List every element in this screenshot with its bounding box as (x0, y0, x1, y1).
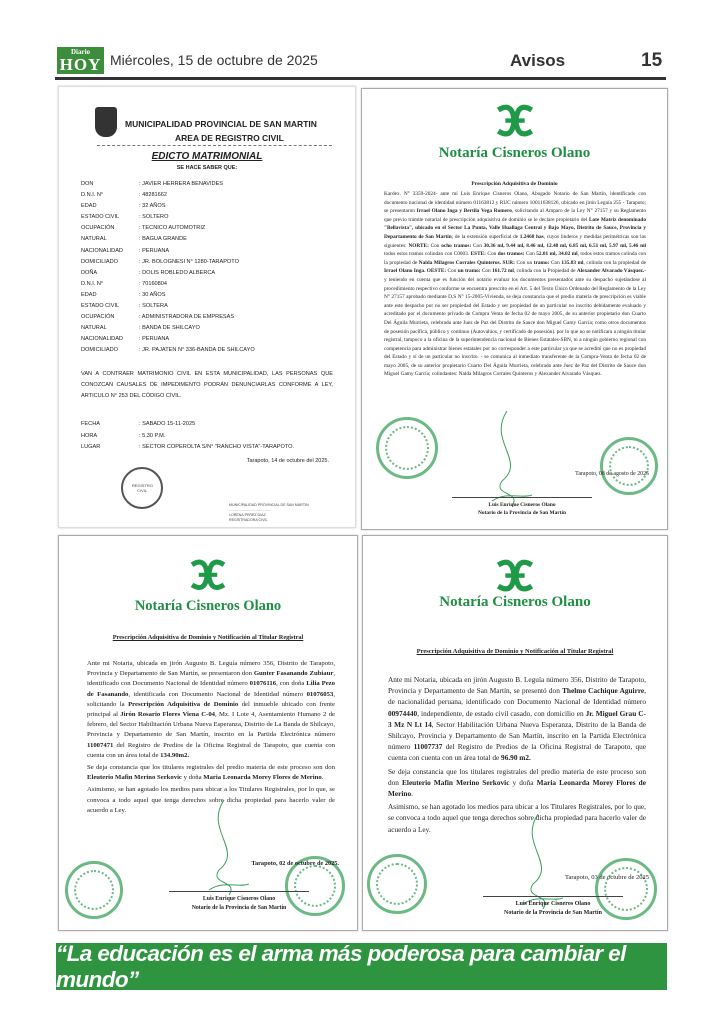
field-label: NACIONALIDAD (81, 247, 123, 254)
text-segment: Ante mi Notaria, ubicada en jirón Augusto B. Leguía número 356, Distrito de Tarapoto, Provincia y Departamento de San Martín, se presentó don (388, 675, 646, 696)
signer-block (169, 891, 309, 913)
bold-text: 11007471 (87, 741, 114, 749)
text-segment: Se deja constancia que los titulares registrales del predio materia de este proceso son don (388, 766, 646, 787)
handwritten-signature-icon (482, 411, 532, 511)
text-segment: Asimismo, se han agotado los medios para ubicar a los Titulares Registrales, por lo que, se convoca a todo aquel que tenga derechos sobre dicha propiedad para hacerlo valer de acuerdo a Ley. (87, 786, 335, 814)
bold-text: 11007737 (413, 742, 443, 752)
bold-text: Nalda Milagros Corrales Quinteros. SUR: (418, 259, 515, 266)
anniversary-seal-stamp (376, 417, 438, 479)
field-label: EDAD (81, 291, 97, 298)
field-row (81, 312, 255, 323)
text-segment: , Sector Habilitación Urbana Nueva Esperanza, Distrito de la Banda de Shilcayo, Provincia y Departamento de San Martín, inscrito en la Partida Electrónica número (388, 719, 647, 752)
notary-brand: Notaría Cisneros Olano (439, 594, 591, 610)
signer-role: Notario de la Provincia de San Martín (504, 910, 602, 916)
notice-title: Prescripción Adquisitiva de Dominio y Notificación al Titular Registral (112, 634, 304, 641)
field-value: : SOLTERA (139, 303, 168, 310)
field-row (81, 323, 255, 334)
bold-text: Thelmo Cachique Aguirre (562, 686, 645, 696)
field-row (81, 190, 255, 201)
field-row (81, 419, 294, 431)
field-row (81, 257, 255, 268)
bold-text: Lote Matriz denominado "Bellavista", ubicado en el Sector La Punta, Valle Huallaga Central y Bajo Mayo, Distrito de Sauce, Provincia y Departamento de San Martín (384, 216, 646, 240)
bold-text: Alexander Alvarado Vásquez.- (576, 268, 646, 275)
bold-text: 52.01 ml, 34.02 ml (536, 251, 578, 258)
bold-text: Eleuterio Mafin Merino Serkovic (87, 774, 182, 782)
text-segment: Asimismo, se han agotado los medios para ubicar a los Titulares Registrales, por lo que, se convoca a todo aquel que tenga derechos sobre dicha propiedad para hacerlo valer de acuerdo a Ley. (388, 802, 646, 834)
field-value: : SECTOR COPEROLTA S/N° "RANCHO VISTA"-TARAPOTO. (139, 444, 295, 450)
bold-text: 1.2468 has (519, 233, 544, 240)
notary-notice-1 (361, 88, 668, 530)
event-fields (81, 419, 294, 454)
notice-title: Prescripción Adquisitiva de Dominio (471, 181, 558, 187)
field-label: OCUPACIÓN (81, 225, 115, 232)
notice-paragraph (384, 190, 646, 379)
notice-paragraph (87, 659, 335, 761)
signer-role: Notario de la Provincia de San Martín (191, 904, 287, 911)
edicto-title: EDICTO MATRIMONIAL (151, 151, 263, 162)
field-value: : 32 AÑOS (139, 203, 166, 210)
field-row (81, 334, 255, 345)
edicto-subtitle: SE HACE SABER QUE: (176, 165, 238, 171)
bold-text: dos tramos: (497, 251, 525, 258)
municipal-crest-icon (95, 107, 117, 137)
field-value: : BANDA DE SHILCAYO (139, 325, 200, 332)
notary-logo-icon (493, 103, 537, 138)
edicto-matrimonial-notice (58, 86, 356, 528)
place-date: Tarapoto, 03 de octubre de 2025 (564, 874, 649, 881)
field-value: : PERUANA (139, 336, 170, 343)
text-segment: , colinda con la propiedad de (583, 259, 647, 266)
signer-name: Luis Enrique Cisneros Olano (202, 896, 276, 902)
section-title: Avisos (510, 51, 566, 70)
bold-text: Jirón Rosario Flores Viena C-04 (120, 711, 216, 719)
text-segment: Con (485, 251, 498, 258)
field-label: ESTADO CIVIL (81, 303, 120, 310)
text-segment: , todos estos tramos colinda con la propiedad de (384, 251, 646, 266)
bold-text: 01076116 (249, 680, 277, 688)
text-segment: , cuyos linderos y medidas perimétricas son las siguientes: (384, 233, 646, 249)
field-label: NATURAL (81, 236, 107, 243)
anniversary-seal-stamp (65, 861, 123, 919)
notary-brand: Notaría Cisneros Olano (134, 598, 282, 614)
notary-notice-3 (362, 535, 668, 931)
quote-banner: “La educación es el arma más poderosa para cambiar el mundo” (56, 943, 667, 990)
place-date: Tarapoto, 14 de octubre del 2025. (246, 458, 329, 464)
place-date: Tarapoto, 08 de agosto de 2025 (575, 471, 649, 477)
text-segment: , solicitando la (87, 690, 335, 708)
text-segment: , con doña (276, 680, 307, 688)
bold-text: 01076053 (306, 690, 334, 698)
field-label: DOMICILIADO (81, 347, 118, 354)
text-segment: y doña (509, 777, 537, 787)
field-label: DON (81, 181, 94, 187)
field-row (81, 301, 255, 312)
text-segment: , Mz. I Lote 4, Asentamiento Humano 2 de febrero, del Sector Habilitación Urbana Nueva Esperanza, Distrito de La Banda de Shilcayo, Provincia y Departamento de San Martín, inscrito en la Partida Electrónica número (87, 711, 335, 739)
signer-block (483, 896, 623, 918)
field-row (81, 431, 294, 443)
field-value: : SABADO 15-11-2025 (139, 421, 196, 427)
place-date: Tarapoto, 02 de octubre de 2025. (251, 860, 339, 867)
text-segment: Ante mi Notaria, ubicada en jirón Augusto B. Leguía número 356, Distrito de Tarapoto, Provincia y Departamento de San Martín, se presentaron don (87, 660, 335, 678)
notice-body (384, 190, 646, 381)
text-segment: , de nacionalidad peruana, identificado con Documento Nacional de Identidad número (388, 686, 647, 707)
field-value: : 5.30 P.M. (139, 432, 166, 439)
bold-text: 00974440 (388, 708, 418, 718)
bold-text: Gunter Fasanando Zubiaur (253, 670, 334, 678)
field-label: ESTADO CIVIL (81, 214, 120, 221)
notary-notice-2 (58, 535, 358, 931)
notary-brand: Notaría Cisneros Olano (438, 145, 591, 161)
field-row (81, 212, 255, 223)
institution-name: MUNICIPALIDAD PROVINCIAL DE SAN MARTIN (125, 119, 317, 129)
anniversary-seal-stamp (367, 854, 427, 914)
text-segment: Con (428, 242, 442, 249)
signature-block (229, 503, 309, 523)
bold-text: 134.90m2. (160, 751, 190, 759)
field-row (81, 290, 255, 301)
text-segment: del Registro de Predios de la Oficina Registral de Tarapoto, que cuenta con cuenta con un área total de (388, 742, 646, 763)
text-segment: , solicitando al Amparo de la Ley N° 27157 y su Reglamento que previo trámite notarial de prescripción adquisitiva de dominio se le declare propietario del (384, 208, 646, 223)
field-label: HORA (81, 432, 98, 439)
text-segment: , colinda con la Propiedad de (513, 268, 577, 275)
field-label: NACIONALIDAD (81, 336, 123, 343)
bold-text: Prescripción Adquisitiva de Dominio (128, 700, 239, 708)
text-segment: Con un (514, 259, 534, 266)
notary-seal-stamp (600, 437, 658, 495)
bold-text: Lilia Pezo de Fasanando (87, 680, 335, 698)
bold-text: Maria Leonarda Morey Flores de Merino (203, 774, 322, 782)
person-fields (81, 179, 255, 357)
stamp-text: REGISTRO CIVIL (132, 483, 153, 493)
signature-line: LORENA PEREZ DIAZ (229, 513, 266, 517)
signer-role: Notario de la Provincia de San Martín (478, 510, 566, 517)
text-segment: ; de la extensión superficial de (451, 233, 520, 240)
issue-date: Miércoles, 15 de octubre de 2025 (110, 52, 318, 68)
text-segment: todos estos tramos colindan con C0003. (384, 251, 471, 258)
field-value: : JAVIER HERRERA BENAVIDES (139, 181, 224, 187)
field-value: : BAGUA GRANDE (139, 236, 187, 243)
text-segment: y doña (181, 774, 204, 782)
bold-text: ESTE: (470, 251, 486, 258)
field-label: D.N.I. N° (81, 192, 104, 199)
text-segment: , independiente, de estado civil casado, con domicilio en (417, 708, 586, 718)
field-label: FECHA (81, 421, 100, 427)
page-number: 15 (641, 50, 663, 71)
field-label: LUGAR (81, 444, 101, 450)
signature-line: MUNICIPALIDAD PROVINCIAL DE SAN MARTIN (229, 503, 309, 507)
text-segment: Se deja constancia que los titulares registrales del predio materia de este proceso son don (87, 764, 335, 772)
signature-line: .......................................... (229, 508, 271, 512)
notice-body (388, 674, 646, 837)
field-label: D.N.I. N° (81, 280, 104, 287)
bold-text: Eleuterio Mafin Merino Serkovic (402, 777, 510, 787)
field-row (81, 223, 255, 234)
field-row (81, 268, 255, 279)
text-segment: Con (480, 268, 493, 275)
handwritten-signature-icon (199, 800, 249, 900)
signer-block (452, 497, 592, 518)
field-row (81, 201, 255, 212)
text-segment: Con (471, 242, 484, 249)
bold-text: 161.72 ml (492, 268, 514, 275)
field-label: OCUPACIÓN (81, 314, 115, 321)
notary-logo-icon (187, 558, 229, 592)
notice-paragraph (388, 766, 646, 800)
bold-text: Irrael Olano Inga. OESTE: (384, 268, 447, 275)
field-row (81, 442, 294, 454)
signature-line: REGISTRADORA CIVIL (229, 518, 268, 522)
field-value: : SOLTERO (139, 214, 169, 221)
divider (97, 145, 332, 146)
field-value: : DOLIS ROBLEDO ALBERCA (139, 269, 216, 276)
registro-civil-stamp (121, 467, 163, 509)
bold-text: Irrael Olano Inga y Bertila Vega Romero (416, 208, 512, 215)
bold-text: NORTE: (408, 242, 429, 249)
text-segment: Con (446, 268, 458, 275)
bold-text: 30.36 ml, 9.44 ml, 8.46 ml, 12.48 ml, 6.85 ml, 6.51 ml, 5.97 ml, 5.46 ml (483, 242, 646, 249)
field-label: DOMICILIADO (81, 258, 118, 265)
field-row (81, 179, 255, 190)
logo-big-text: HOY (59, 55, 102, 74)
field-label: DOÑA (81, 269, 98, 276)
field-value: : 48281662 (139, 192, 167, 199)
logo-small-text: Diario (70, 48, 91, 56)
field-value: : 70160804 (139, 280, 167, 287)
field-row (81, 345, 255, 356)
text-segment: y teniendo en cuenta que es función del notario evaluar los documentos presentados ante su despacho sujetándose al procedimiento respectivo conforme se encuentra prescrito en el Art. 5 del Texto Único Ordenado del Reglamento de la Ley N° 27157 aprobado mediante D.S N° 15-2005-Vivienda, se deja constancia que el predio materia de prescripción es viable ante este despacho por no ser propiedad del Estado y ser propiedad de un particular no inscrito debidamente evaluado y acreditado por el documento privado de Compra Venta de fecha 02 de mayo 2005, de su anterior propietario don Cuarto Del Águila Murrieta, celebrado ante Juez de Paz del Distrito de Sauce don Miguel Gamy García; como otros documentos de posesión pacífica, público y continuo (Autovalúos, y certificado de posesión). por lo que no se notificara a ningún titular registral, tampoco a la oficina de la superintendencia nacional de Bienes Estatales-SBN, ni a ningún gobierno regional con competencia para administrar bienes estatales por no corresponder a este particular ya que se acreditó que no es propiedad del Estado y sí de un particular no inscrito. - se comunica al inmediato transferente de la Compra-Venta de fecha 02 de mayo 2005, de su anterior propietario Cuarto Del Águila Murrieta, celebrado ante Juez de Paz del Distrito de Sauce don Miguel Gamy García; colindantes: Nalda Milagros Corrales Quinteros y Alexander Alvarado Vásquez. (384, 276, 646, 378)
notice-body (87, 659, 335, 818)
text-segment: del inmueble ubicado con frente principal al (87, 700, 335, 719)
field-row (81, 246, 255, 257)
bold-text: 96.90 m2. (501, 753, 531, 763)
text-segment: . (411, 789, 413, 799)
field-label: EDAD (81, 203, 97, 210)
bold-text: tramo: (533, 259, 550, 266)
field-value: : ADMINISTRADORA DE EMPRESAS (139, 314, 235, 321)
notice-paragraph (388, 674, 646, 764)
signer-name: Luis Enrique Cisneros Olano (515, 901, 591, 907)
text-segment: Kardex. N° 3359-2024- ante mí Luis Enrique Cisneros Olano, Abogado Notario de San Martín, identificado con documento nacional de identidad número 01163812 y RUC número 10011638126, ubicado en jirón Leguía 255 - Tarapoto; se presentaron (384, 191, 646, 215)
bold-text: un tramo: (457, 268, 481, 275)
field-value: : 30 AÑOS (139, 291, 166, 298)
newspaper-logo[interactable] (57, 47, 104, 74)
field-value: : JR. BOLOGNESI N° 1280-TARAPOTO (139, 258, 239, 265)
text-segment: , identificada con Documento Nacional de Identidad número (128, 690, 307, 698)
text-segment: . (321, 774, 324, 782)
notice-title: Prescripción Adquisitiva de Dominio y Notificación al Titular Registral (416, 648, 614, 655)
field-row (81, 234, 255, 245)
notice-paragraph (87, 763, 335, 783)
text-segment: del Registro de Predios de la Oficina Registral de Tarapoto, que cuenta con cuenta con un área total de (87, 741, 335, 759)
field-value: : JR. PAJATEN N° 336-BANDA DE SHILCAYO (139, 347, 255, 354)
field-value: : TECNICO AUTOMOTRIZ (139, 225, 206, 232)
field-row (81, 279, 255, 290)
field-value: : PERUANA (139, 247, 170, 254)
signer-name: Luis Enrique Cisneros Olano (488, 502, 556, 508)
text-segment: Con (549, 259, 562, 266)
text-segment: , identificado con Documento Nacional de Identidad número (87, 670, 335, 688)
bold-text: 135.83 ml (561, 259, 584, 266)
bold-text: Jr. Miguel Grau C-3 Mz N Lt 14 (388, 708, 646, 729)
bold-text: Maria Leonarda Morey Flores de Merino (388, 777, 646, 799)
area-name: AREA DE REGISTRO CIVIL (175, 133, 284, 143)
notary-logo-icon (493, 558, 537, 593)
header-rule (55, 77, 666, 80)
text-segment: Con (524, 251, 537, 258)
bold-text: ocho tramos: (441, 242, 472, 249)
field-label: NATURAL (81, 325, 107, 332)
edicto-paragraph: VAN A CONTRAER MATRIMONIO CIVIL EN ESTA MUNICIPALIDAD, LAS PERSONAS QUE CONOZCAN CAUSALES DE IMPEDIMENTO PODRÁN DENUNCIARLAS CONFORME A LEY, ARTICULO N° 253 DEL CÓDIGO CIVIL. (81, 371, 333, 399)
